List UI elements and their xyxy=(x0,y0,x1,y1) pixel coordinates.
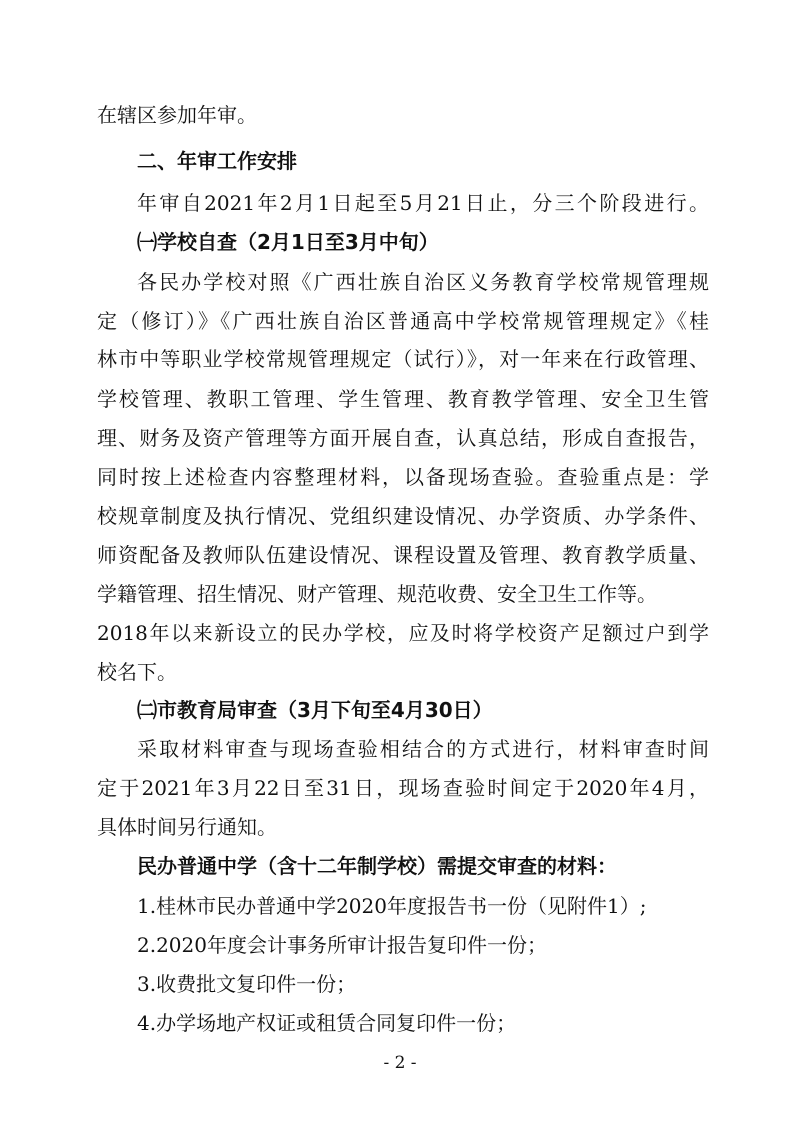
paragraph-line: 学校管理、教职工管理、学生管理、教育教学管理、安全卫生管 xyxy=(97,387,709,411)
paragraph-line: 师资配备及教师队伍建设情况、课程设置及管理、教育教学质量、 xyxy=(97,543,709,567)
intro-tail-text: 在辖区参加年审。 xyxy=(97,103,257,127)
stage2-heading: ㈡市教育局审查（3月下旬至4月30日） xyxy=(137,698,493,722)
paragraph-line: 采取材料审查与现场查验相结合的方式进行，材料审查时间 xyxy=(137,737,709,761)
schedule-text: 年审自2021年2月1日起至5月21日止，分三个阶段进行。 xyxy=(137,191,709,215)
paragraph-line: 同时按上述检查内容整理材料，以备现场查验。查验重点是：学 xyxy=(97,465,709,489)
paragraph-line: 具体时间另行通知。 xyxy=(97,815,277,839)
paragraph-line: 定（修订）》《广西壮族自治区普通高中学校常规管理规定》《桂 xyxy=(97,309,709,333)
page-number: - 2 - xyxy=(383,1053,417,1073)
paragraph-line: 2018年以来新设立的民办学校，应及时将学校资产足额过户到学 xyxy=(97,621,709,645)
materials-heading: 民办普通中学（含十二年制学校）需提交审查的材料： xyxy=(137,854,617,878)
material-item: 1.桂林市民办普通中学2020年度报告书一份（见附件1）; xyxy=(137,894,647,918)
section-heading: 二、年审工作安排 xyxy=(137,149,297,173)
paragraph-line: 校规章制度及执行情况、党组织建设情况、办学资质、办学条件、 xyxy=(97,504,709,528)
paragraph-line: 校名下。 xyxy=(97,660,177,684)
paragraph-line: 各民办学校对照《广西壮族自治区义务教育学校常规管理规 xyxy=(137,270,709,294)
material-item: 2.2020年度会计事务所审计报告复印件一份； xyxy=(137,933,547,957)
paragraph-line: 定于2021年3月22日至31日，现场查验时间定于2020年4月， xyxy=(97,776,709,800)
material-item: 4.办学场地产权证或租赁合同复印件一份； xyxy=(137,1011,517,1035)
paragraph-line: 学籍管理、招生情况、财产管理、规范收费、安全卫生工作等。 xyxy=(97,582,657,606)
material-item: 3.收费批文复印件一份； xyxy=(137,972,357,996)
stage1-heading: ㈠学校自查（2月1日至3月中旬） xyxy=(137,230,439,254)
paragraph-line: 林市中等职业学校常规管理规定（试行）》，对一年来在行政管理、 xyxy=(97,347,709,371)
paragraph-line: 理、财务及资产管理等方面开展自查，认真总结，形成自查报告， xyxy=(97,426,709,450)
